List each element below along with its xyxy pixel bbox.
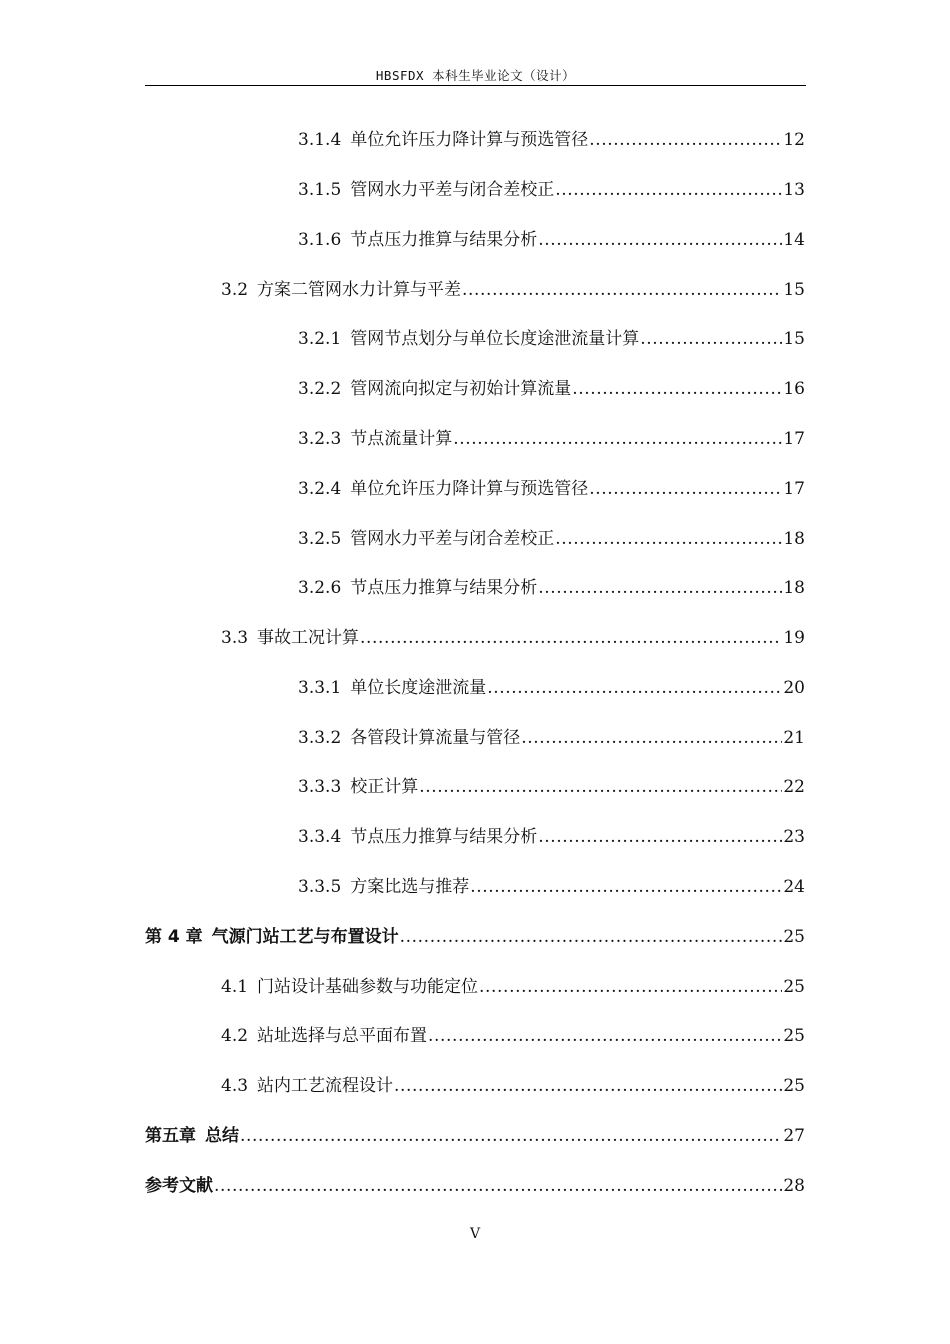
toc-leader: [214, 1173, 782, 1199]
toc-leader: [360, 625, 782, 651]
toc-number: 3.2.6: [298, 578, 342, 598]
toc-title: 单位允许压力降计算与预选管径: [350, 130, 589, 150]
toc-leader: [572, 376, 782, 402]
toc-title: 管网水力平差与闭合差校正: [350, 180, 555, 200]
toc-page: 17: [783, 479, 805, 499]
toc-entry[interactable]: [221, 277, 805, 303]
toc-entry[interactable]: [298, 127, 805, 153]
toc-page: 12: [783, 130, 805, 150]
toc-page: 16: [783, 379, 805, 399]
toc-number: 4.1: [221, 977, 249, 997]
toc-number: 3.2.3: [298, 429, 342, 449]
toc-page: 20: [783, 678, 805, 698]
toc-page: 13: [783, 180, 805, 200]
toc-page: 25: [783, 927, 805, 947]
toc-entry[interactable]: [298, 675, 805, 701]
toc-leader: [419, 774, 782, 800]
toc-title: 节点压力推算与结果分析: [350, 230, 538, 250]
toc-title: 校正计算: [350, 777, 419, 797]
toc-leader: [487, 675, 782, 701]
toc-number: 3.3: [221, 628, 249, 648]
toc-leader: [589, 127, 782, 153]
toc-title: 站址选择与总平面布置: [257, 1026, 428, 1046]
toc-page: 27: [783, 1126, 805, 1146]
toc-number: 4.2: [221, 1026, 249, 1046]
toc-entry[interactable]: [298, 575, 805, 601]
toc-leader: [240, 1123, 782, 1149]
toc-page: 25: [783, 1026, 805, 1046]
toc-title: 单位允许压力降计算与预选管径: [350, 479, 589, 499]
toc-entry-chapter[interactable]: [145, 924, 805, 950]
running-header: HBSFDX 本科生毕业论文（设计）: [375, 68, 576, 83]
toc-leader: [394, 1073, 782, 1099]
toc-entry[interactable]: [298, 774, 805, 800]
toc-title: 节点流量计算: [350, 429, 453, 449]
toc-title: 气源门站工艺与布置设计: [211, 927, 399, 947]
toc-page: 28: [783, 1176, 805, 1196]
toc-page: 19: [783, 628, 805, 648]
toc-leader: [400, 924, 783, 950]
toc-page: 25: [783, 1076, 805, 1096]
toc-entry[interactable]: [298, 177, 805, 203]
toc-leader: [555, 526, 782, 552]
toc-number: 3.2.2: [298, 379, 342, 399]
toc-entry[interactable]: [221, 1073, 805, 1099]
toc-entry[interactable]: [298, 476, 805, 502]
toc-page: 15: [783, 329, 805, 349]
toc-entry[interactable]: [298, 526, 805, 552]
toc-title: 站内工艺流程设计: [257, 1076, 394, 1096]
toc-title: 单位长度途泄流量: [350, 678, 487, 698]
toc-title: 管网节点划分与单位长度途泄流量计算: [350, 329, 640, 349]
toc-leader: [521, 725, 782, 751]
toc-number: 3.1.6: [298, 230, 342, 250]
toc-page: 24: [783, 877, 805, 897]
toc-page: 25: [783, 977, 805, 997]
toc-number: 3.3.4: [298, 827, 342, 847]
toc-leader: [640, 326, 782, 352]
toc-number: 3.2.4: [298, 479, 342, 499]
toc-page: 18: [783, 578, 805, 598]
toc-leader: [470, 874, 782, 900]
toc-title: 方案二管网水力计算与平差: [257, 280, 462, 300]
toc-entry[interactable]: [221, 625, 805, 651]
toc-page: 17: [783, 429, 805, 449]
toc-number: 3.3.5: [298, 877, 342, 897]
toc-title: 各管段计算流量与管径: [350, 728, 521, 748]
toc-number: 3.3.3: [298, 777, 342, 797]
toc-number: 3.2.1: [298, 329, 342, 349]
toc-leader: [538, 824, 782, 850]
toc-leader: [479, 974, 782, 1000]
toc-leader: [462, 277, 782, 303]
toc-page: 23: [783, 827, 805, 847]
toc-title: 事故工况计算: [257, 628, 360, 648]
toc-page: 18: [783, 529, 805, 549]
toc-page: 22: [783, 777, 805, 797]
toc-entry[interactable]: [298, 426, 805, 452]
toc-title: 方案比选与推荐: [350, 877, 470, 897]
toc-number: 3.3.1: [298, 678, 342, 698]
toc-number: 3.1.4: [298, 130, 342, 150]
toc-page: 14: [783, 230, 805, 250]
toc-title: 管网水力平差与闭合差校正: [350, 529, 555, 549]
toc-entry-chapter[interactable]: [145, 1123, 805, 1149]
toc-number: 第五章: [145, 1126, 196, 1146]
toc-number: 4.3: [221, 1076, 249, 1096]
toc-number: 3.2.5: [298, 529, 342, 549]
toc-entry[interactable]: [298, 227, 805, 253]
toc-title: 节点压力推算与结果分析: [350, 827, 538, 847]
toc-title: 节点压力推算与结果分析: [350, 578, 538, 598]
toc-entry[interactable]: [298, 874, 805, 900]
toc-leader: [538, 575, 782, 601]
toc-leader: [428, 1023, 782, 1049]
toc-entry[interactable]: [221, 1023, 805, 1049]
toc-leader: [538, 227, 782, 253]
toc-number: 3.1.5: [298, 180, 342, 200]
toc-title: 管网流向拟定与初始计算流量: [350, 379, 572, 399]
toc-title: 总结: [205, 1126, 239, 1146]
toc-entry[interactable]: [298, 326, 805, 352]
toc-entry[interactable]: [221, 974, 805, 1000]
toc-entry-references[interactable]: [145, 1173, 805, 1199]
toc-entry[interactable]: [298, 725, 805, 751]
toc-entry[interactable]: [298, 376, 805, 402]
toc-number: 3.2: [221, 280, 249, 300]
toc-leader: [555, 177, 782, 203]
page-number: V: [469, 1226, 481, 1242]
toc-number: 3.3.2: [298, 728, 342, 748]
toc-entry[interactable]: [298, 824, 805, 850]
toc-page: 21: [783, 728, 805, 748]
toc-number: 第 4 章: [145, 927, 203, 947]
toc-title: 参考文献: [145, 1176, 213, 1196]
toc-title: 门站设计基础参数与功能定位: [257, 977, 479, 997]
toc-page: 15: [783, 280, 805, 300]
toc-leader: [453, 426, 782, 452]
toc-leader: [589, 476, 782, 502]
